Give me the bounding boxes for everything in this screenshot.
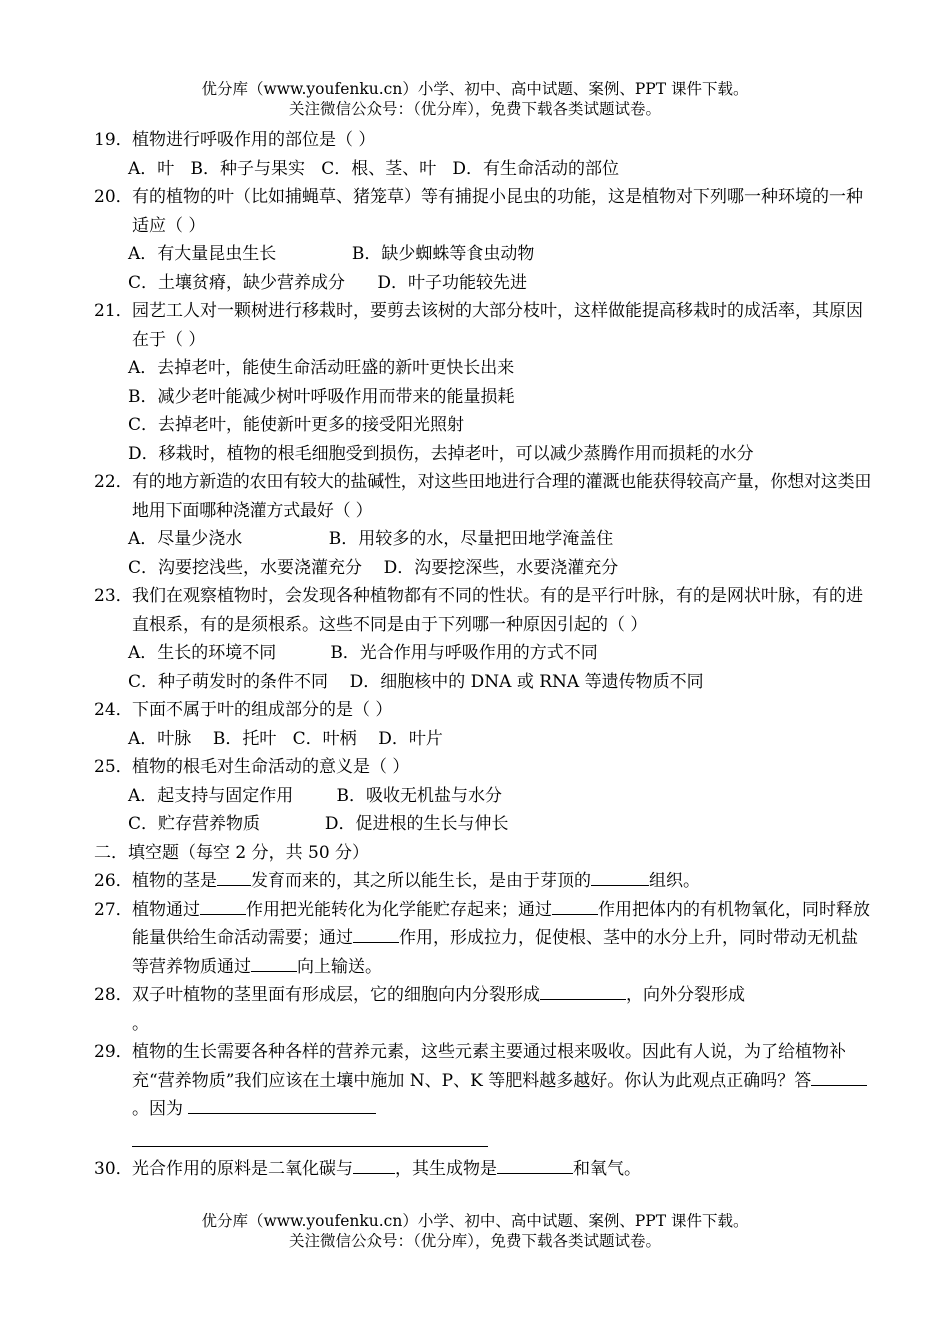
question-24-options: A．叶脉 B．托叶 C．叶柄 D．叶片 xyxy=(128,728,443,749)
header-line-1: 优分库（www.youfenku.cn）小学、初中、高中试题、案例、PPT 课件下载。 xyxy=(201,80,749,98)
question-25-options-row-2: C．贮存营养物质 D．促进根的生长与伸长 xyxy=(128,814,509,834)
question-text: 有的植物的叶（比如捕蝇草、猪笼草）等有捕捉小昆虫的功能，这是植物对下列哪一种环境的一种适应（ ） xyxy=(132,187,863,236)
question-22-options-row-1: A．尽量少浇水 B．用较多的水，尽量把田地学淹盖住 xyxy=(128,529,614,549)
question-text: 植物的根毛对生命活动的意义是（ ） xyxy=(132,757,410,777)
answer-blank[interactable] xyxy=(552,898,598,915)
question-number: 28． xyxy=(94,985,133,1005)
question-25 xyxy=(94,753,874,782)
page-header xyxy=(0,79,950,119)
question-24 xyxy=(94,696,874,725)
question-21-option-c: C．去掉老叶，能使新叶更多的接受阳光照射 xyxy=(128,415,465,435)
footer-line-2: 关注微信公众号：（优分库），免费下载各类试题试卷。 xyxy=(288,1232,661,1250)
question-number: 23． xyxy=(94,586,133,606)
header-line-2: 关注微信公众号：（优分库），免费下载各类试题试卷。 xyxy=(288,100,661,118)
question-text: 植物的生长需要各种各样的营养元素，这些元素主要通过根来吸收。因此有人说，为了给植物补充“营养物质”我们应该在土壤中施加 N、P、K 等肥料越多越好。你认为此观点正确吗？答。因为 xyxy=(132,1038,874,1124)
answer-blank[interactable] xyxy=(497,1157,573,1174)
question-22-options-row-2: C．沟要挖浅些，水要浇灌充分 D．沟要挖深些，水要浇灌充分 xyxy=(128,557,619,578)
question-number: 29． xyxy=(94,1042,133,1062)
question-21-option-b: B．减少老叶能减少树叶呼吸作用而带来的能量损耗 xyxy=(128,386,515,407)
question-20-options-row-1: A．有大量昆虫生长 B．缺少蜘蛛等食虫动物 xyxy=(128,244,535,264)
question-21 xyxy=(94,297,874,354)
answer-blank[interactable] xyxy=(217,869,251,886)
question-number: 19． xyxy=(94,130,133,150)
question-30 xyxy=(94,1155,874,1184)
question-20-options-row-2: C．土壤贫瘠，缺少营养成分 D．叶子功能较先进 xyxy=(128,272,528,293)
question-text: 双子叶植物的茎里面有形成层，它的细胞向内分裂形成 ，向外分裂形成 。 xyxy=(132,985,745,1034)
footer-line-1: 优分库（www.youfenku.cn）小学、初中、高中试题、案例、PPT 课件下载。 xyxy=(201,1212,749,1230)
question-text: 有的地方新造的农田有较大的盐碱性，对这些田地进行合理的灌溉也能获得较高产量，你想对这类田地用下面哪种浇灌方式最好（ ） xyxy=(132,472,872,521)
question-23-options-row-1: A．生长的环境不同 B．光合作用与呼吸作用的方式不同 xyxy=(128,643,598,663)
question-21-option-a: A．去掉老叶，能使生命活动旺盛的新叶更快长出来 xyxy=(128,358,515,378)
answer-blank-line[interactable] xyxy=(132,1130,488,1147)
question-21-option-d: D．移栽时，植物的根毛细胞受到损伤，去掉老叶，可以减少蒸腾作用而损耗的水分 xyxy=(128,443,754,464)
answer-blank[interactable] xyxy=(200,898,246,915)
question-text: 我们在观察植物时，会发现各种植物都有不同的性状。有的是平行叶脉，有的是网状叶脉，有的进直根系，有的是须根系。这些不同是由于下列哪一种原因引起的（ ） xyxy=(132,586,863,635)
question-28 xyxy=(94,981,874,1038)
page-footer xyxy=(0,1211,950,1251)
question-text: 光合作用的原料是二氧化碳与 ，其生成物是 和氧气。 xyxy=(132,1158,641,1179)
answer-blank[interactable] xyxy=(591,869,649,886)
question-27 xyxy=(94,896,874,982)
answer-blank[interactable] xyxy=(540,983,626,1000)
question-23-options-row-2: C．种子萌发时的条件不同 D．细胞核中的 DNA 或 RNA 等遗传物质不同 xyxy=(128,671,704,692)
question-number: 26． xyxy=(94,871,133,891)
question-number: 27． xyxy=(94,899,133,920)
question-26 xyxy=(94,867,874,896)
answer-blank[interactable] xyxy=(353,926,399,943)
question-29 xyxy=(94,1038,874,1124)
question-number: 30． xyxy=(94,1158,133,1179)
question-number: 22． xyxy=(94,472,133,492)
question-19-options: A．叶 B．种子与果实 C．根、茎、叶 D．有生命活动的部位 xyxy=(128,158,620,179)
question-20 xyxy=(94,183,874,240)
answer-blank[interactable] xyxy=(811,1069,867,1086)
section-heading: 二．填空题（每空 2 分，共 50 分） xyxy=(94,842,370,863)
question-text: 园艺工人对一颗树进行移栽时，要剪去该树的大部分枝叶，这样做能提高移栽时的成活率，其原因在于（ ） xyxy=(132,301,863,350)
question-text: 植物通过 作用把光能转化为化学能贮存起来；通过 作用把体内的有机物氧化，同时释放能量供给生命活动需要；通过 作用，形成拉力，促使根、茎中的水分上升，同时带动无机盐等营养物质通过 向上输送。 xyxy=(132,899,870,977)
question-text: 植物的茎是 发育而来的，其之所以能生长，是由于芽顶的 组织。 xyxy=(132,871,700,891)
question-list xyxy=(94,126,874,1183)
question-23 xyxy=(94,582,874,639)
answer-blank[interactable] xyxy=(353,1157,395,1174)
question-19 xyxy=(94,126,874,155)
question-number: 20． xyxy=(94,187,133,207)
question-number: 25． xyxy=(94,757,133,777)
question-25-options-row-1: A．起支持与固定作用 B．吸收无机盐与水分 xyxy=(128,785,502,806)
answer-blank[interactable] xyxy=(251,955,297,972)
question-22 xyxy=(94,468,874,525)
answer-blank[interactable] xyxy=(188,1097,376,1114)
question-text: 下面不属于叶的组成部分的是（ ） xyxy=(132,700,393,720)
question-number: 21． xyxy=(94,301,133,321)
question-number: 24． xyxy=(94,700,133,720)
question-text: 植物进行呼吸作用的部位是（ ） xyxy=(132,130,376,150)
